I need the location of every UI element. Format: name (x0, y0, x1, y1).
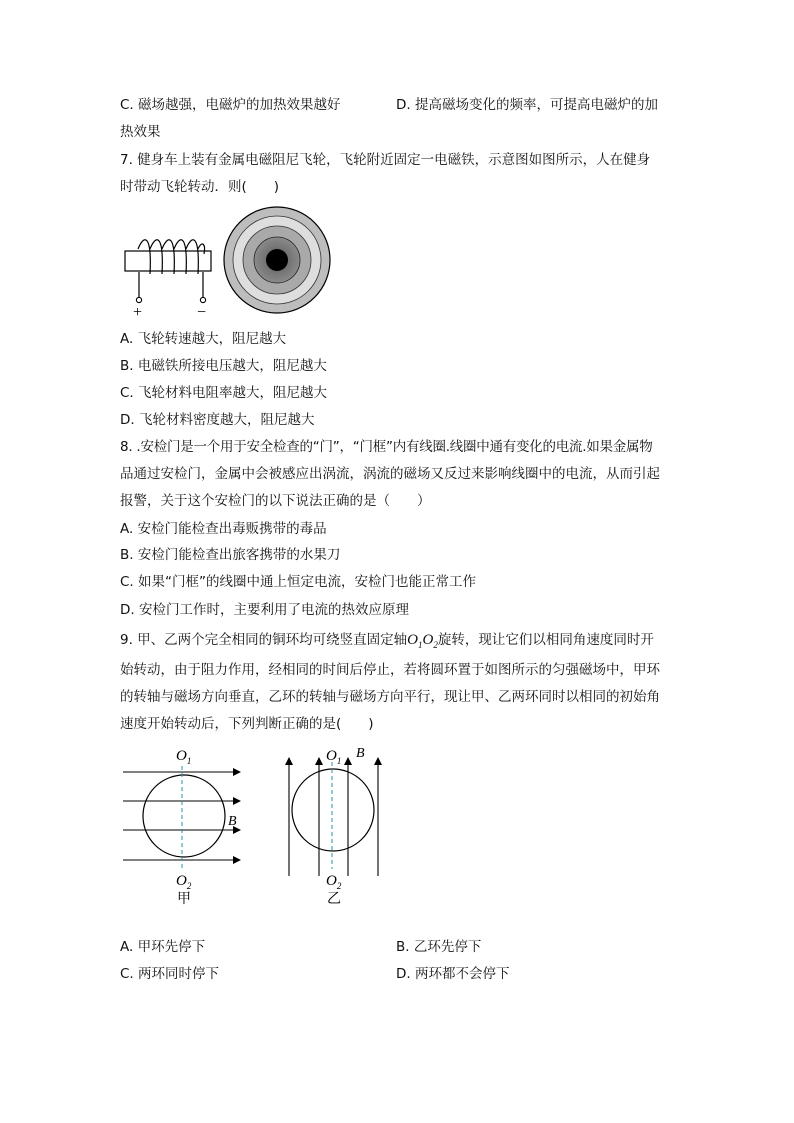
q8-option-d: D. 安检门工作时，主要利用了电流的热效应原理 (120, 602, 409, 618)
label-yi: 乙 (327, 891, 341, 907)
svg-text:O2: $O_2$ (326, 873, 342, 891)
q7-stem-line1: 7. 健身车上装有金属电磁阻尼飞轮，飞轮附近固定一电磁铁，示意图如图所示，人在健身 (120, 152, 651, 168)
label-jia: 甲 (177, 891, 191, 907)
q9-option-d: D. 两环都不会停下 (396, 966, 510, 982)
q7-option-b: B. 电磁铁所接电压越大，阻尼越大 (120, 358, 327, 374)
q6-option-d: D. 提高磁场变化的频率，可提高电磁炉的加 (396, 97, 658, 113)
q9-stem-part1: 9. 甲、乙两个完全相同的铜环均可绕竖直固定轴 (120, 632, 408, 648)
q9-option-c: C. 两环同时停下 (120, 966, 220, 982)
q9-stem-line3: 的转轴与磁场方向垂直，乙环的转轴与磁场方向平行，现让甲、乙两环同时以相同的初始角 (120, 689, 660, 705)
q7-option-a: A. 飞轮转速越大，阻尼越大 (120, 331, 287, 347)
ring-jia-diagram (123, 748, 240, 907)
q8-option-b: B. 安检门能检查出旅客携带的水果刀 (120, 547, 341, 563)
q9-stem-line4: 速度开始转动后，下列判断正确的是( ) (120, 716, 374, 732)
b-label-yi: B (356, 746, 365, 761)
q6-option-d-cont: 热效果 (120, 124, 161, 140)
terminal-positive (136, 297, 141, 302)
q9-option-a: A. 甲环先停下 (120, 939, 206, 955)
terminal-negative (200, 297, 205, 302)
q9-figure (118, 740, 398, 910)
svg-text:O2: $O_2$ (176, 873, 192, 891)
ring-yi (292, 769, 374, 851)
q8-option-a: A. 安检门能检查出毒贩携带的毒品 (120, 521, 327, 537)
flywheel (224, 207, 330, 313)
b-label-jia: B (228, 814, 237, 829)
q9-option-b: B. 乙环先停下 (396, 939, 482, 955)
q7-option-c: C. 飞轮材料电阻率越大，阻尼越大 (120, 385, 328, 401)
ring-jia (143, 775, 225, 857)
minus-sign: − (197, 304, 207, 320)
q8-stem-line2: 品通过安检门，金属中会被感应出涡流，涡流的磁场又反过来影响线圈中的电流，从而引起 (120, 466, 660, 482)
svg-text:O1: $O_1$ (326, 748, 342, 766)
ring-yi-diagram (289, 746, 378, 907)
plus-sign: + (133, 304, 143, 320)
q7-figure (118, 204, 338, 320)
q7-option-d: D. 飞轮材料密度越大，阻尼越大 (120, 412, 315, 428)
q9-stem-line1 (120, 631, 654, 654)
axis-label: $O_1O_2$ (407, 632, 438, 650)
q9-stem-part2: 旋转，现让它们以相同角速度同时开 (437, 632, 654, 648)
q7-stem-line2: 时带动飞轮转动．则( ) (120, 179, 280, 195)
q6-option-c: C. 磁场越强，电磁炉的加热效果越好 (120, 97, 341, 113)
svg-text:O1: $O_1$ (176, 748, 192, 766)
q8-stem-line1: 8. .安检门是一个用于安全检查的“门”，“门框”内有线圈.线圈中通有变化的电流.如果金属物 (120, 439, 653, 455)
q8-option-c: C. 如果“门框”的线圈中通上恒定电流，安检门也能正常工作 (120, 574, 476, 590)
q8-stem-line3: 报警，关于这个安检门的以下说法正确的是（ ） (120, 493, 431, 509)
q9-stem-line2: 始转动，由于阻力作用，经相同的时间后停止，若将圆环置于如图所示的匀强磁场中，甲环 (120, 662, 660, 678)
